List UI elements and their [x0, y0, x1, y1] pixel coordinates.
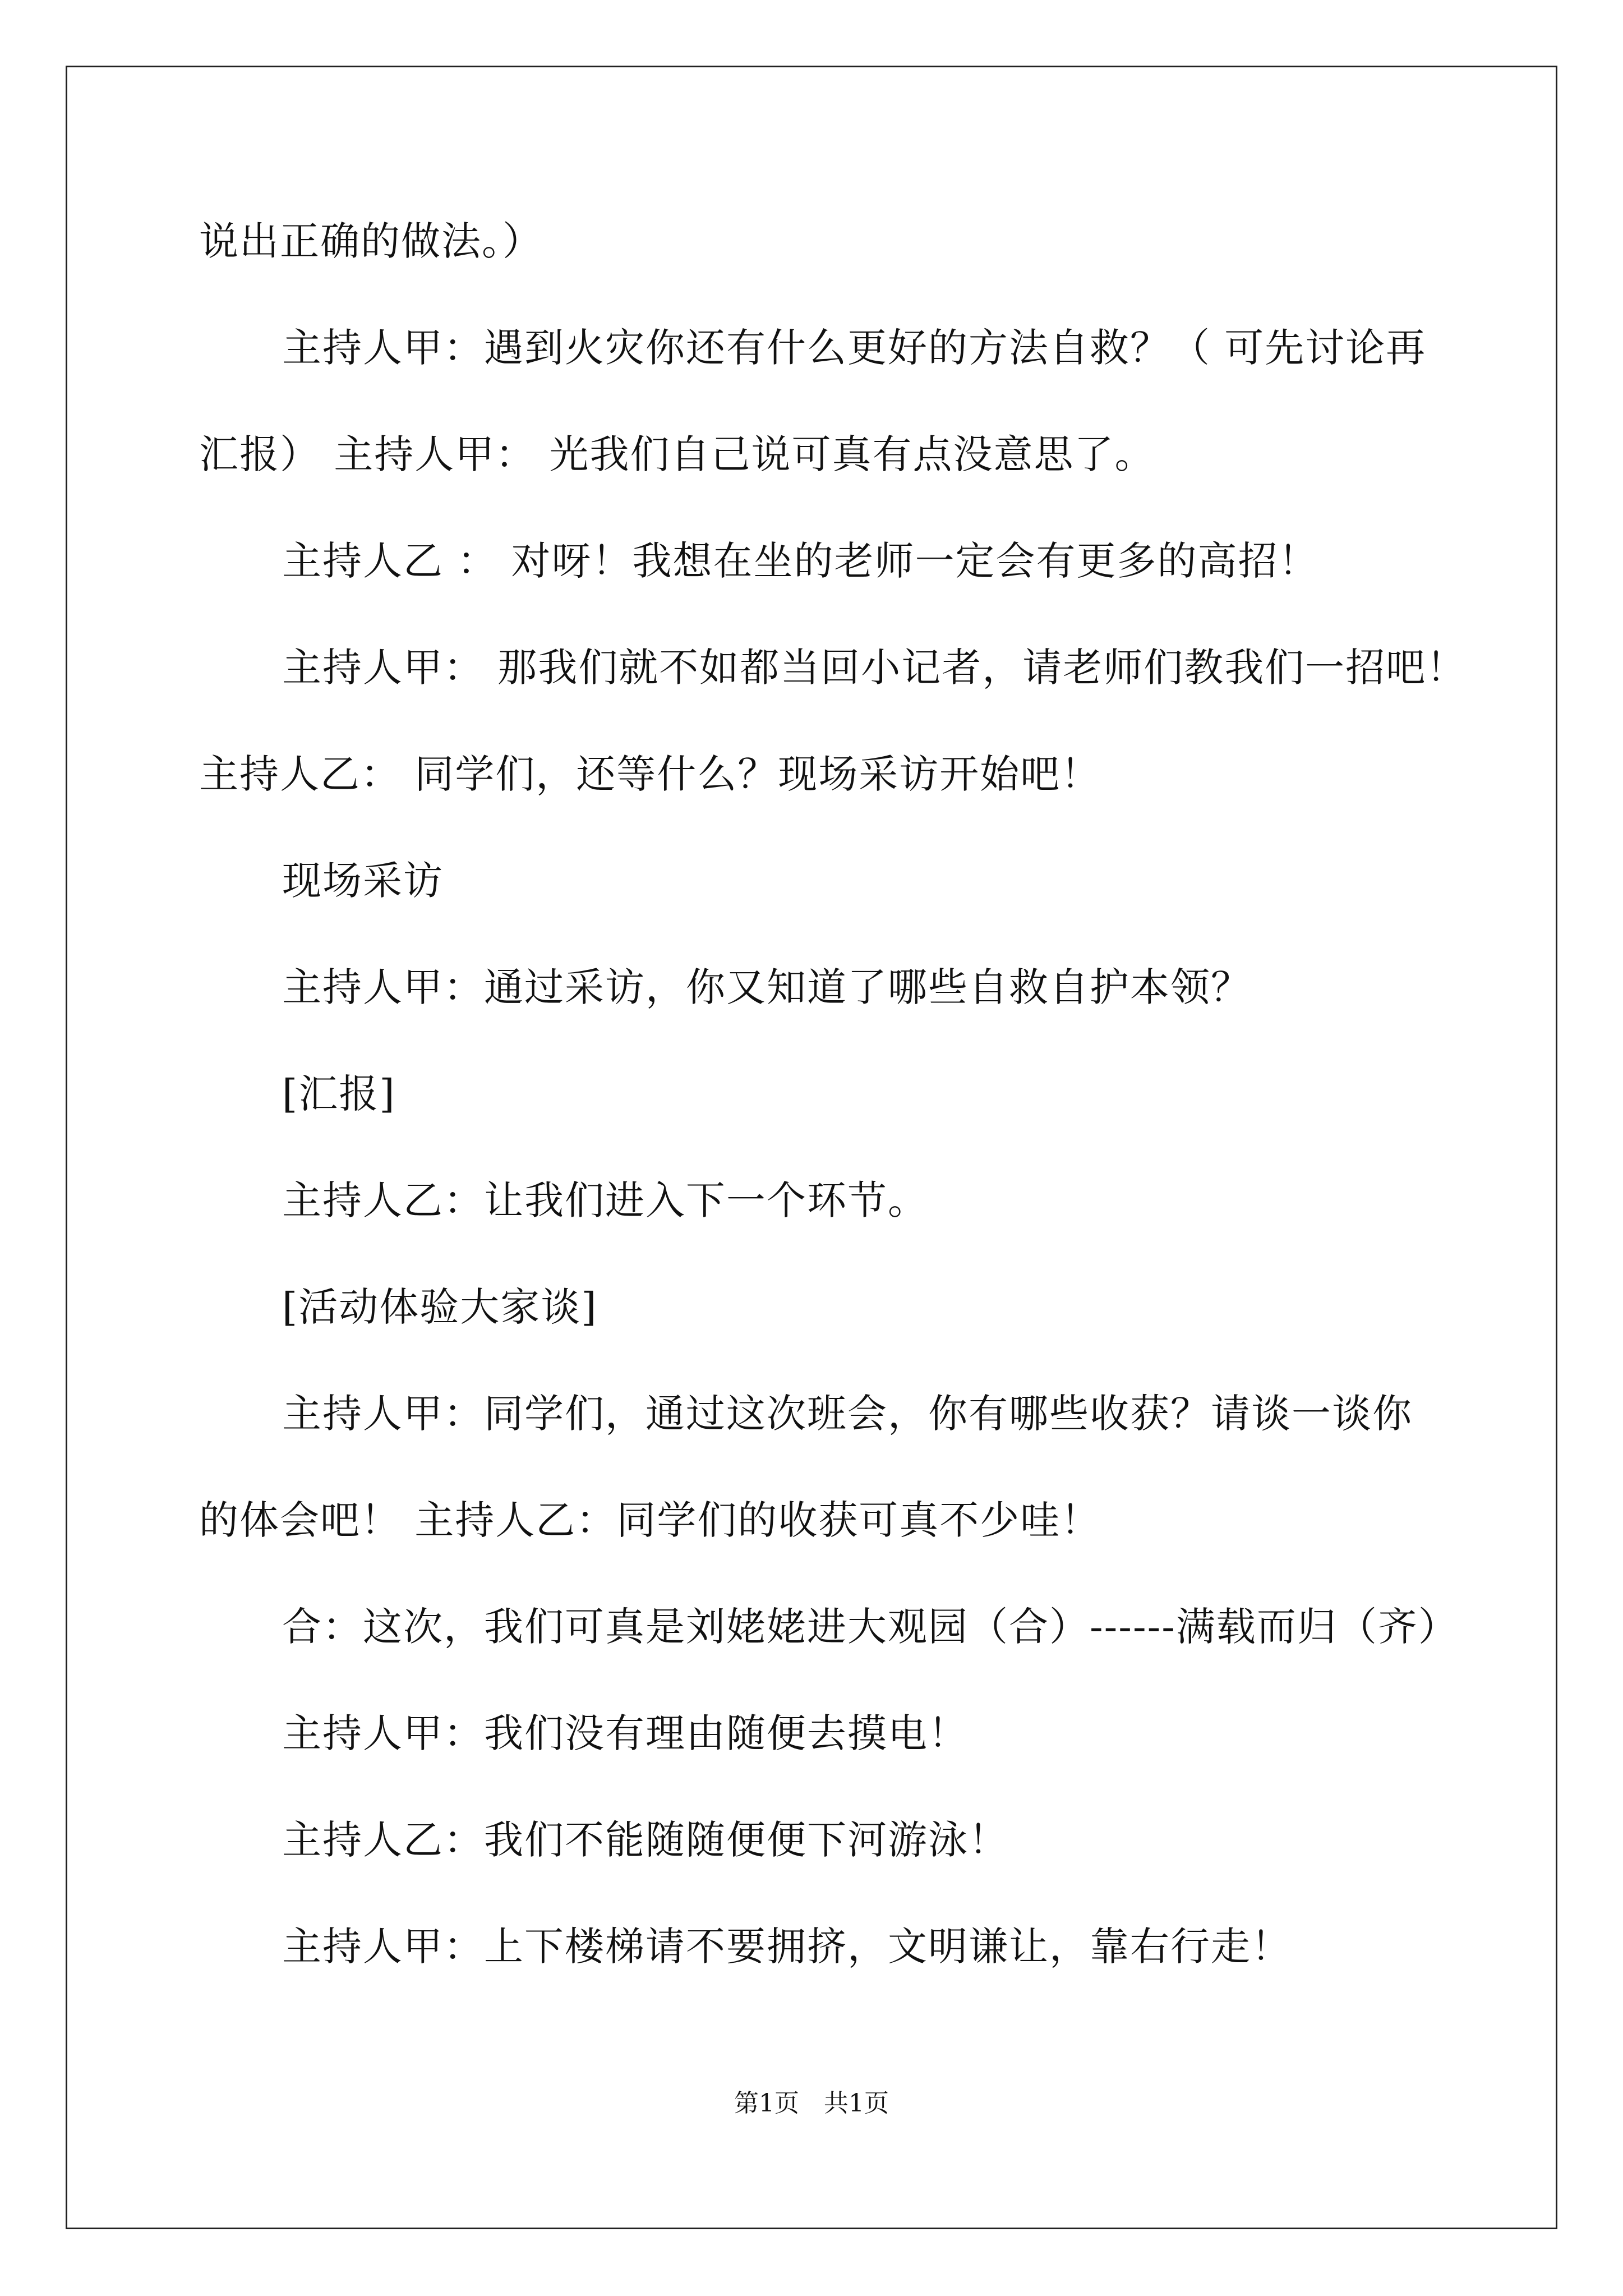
paragraph-line: 主持人乙 ： 对呀！我想在坐的老师一定会有更多的高招！: [282, 538, 1319, 584]
paragraph-line: 说出正确的做法。）: [199, 218, 543, 264]
paragraph-line: 的体会吧！ 主持人乙：同学们的收获可真不少哇！: [199, 1497, 1101, 1543]
paragraph-line: 主持人甲：通过采访，你又知道了哪些自救自护本领？: [282, 964, 1251, 1010]
page-border: [66, 66, 1557, 2229]
paragraph-line: 主持人甲： 那我们就不如都当回小记者，请老师们教我们一招吧！: [282, 645, 1467, 691]
paragraph-line: 主持人乙：让我们进入下一个环节。: [282, 1177, 928, 1223]
paragraph-line: 主持人甲：同学们，通过这次班会，你有哪些收获？请谈一谈你: [282, 1391, 1413, 1437]
paragraph-line: 主持人甲：上下楼梯请不要拥挤，文明谦让，靠右行走！: [282, 1924, 1292, 1970]
page-number-footer: 第1页 共1页: [734, 2089, 889, 2118]
section-heading: [汇报]: [282, 1071, 396, 1117]
paragraph-line: 主持人甲：遇到火灾你还有什么更好的方法自救？（ 可先讨论再: [282, 325, 1427, 371]
paragraph-line: 汇报） 主持人甲： 光我们自己说可真有点没意思了。: [199, 431, 1155, 477]
paragraph-line: 合：这次，我们可真是刘姥姥进大观园（合）------满载而归（齐）: [282, 1604, 1459, 1650]
paragraph-line: 主持人乙：我们不能随随便便下河游泳！: [282, 1817, 1009, 1863]
paragraph-line: 主持人乙： 同学们，还等什么？现场采访开始吧！: [199, 751, 1101, 797]
section-heading: [活动体验大家谈]: [282, 1284, 598, 1330]
paragraph-line: 主持人甲：我们没有理由随便去摸电！: [282, 1710, 969, 1756]
section-heading: 现场采访: [282, 858, 444, 904]
